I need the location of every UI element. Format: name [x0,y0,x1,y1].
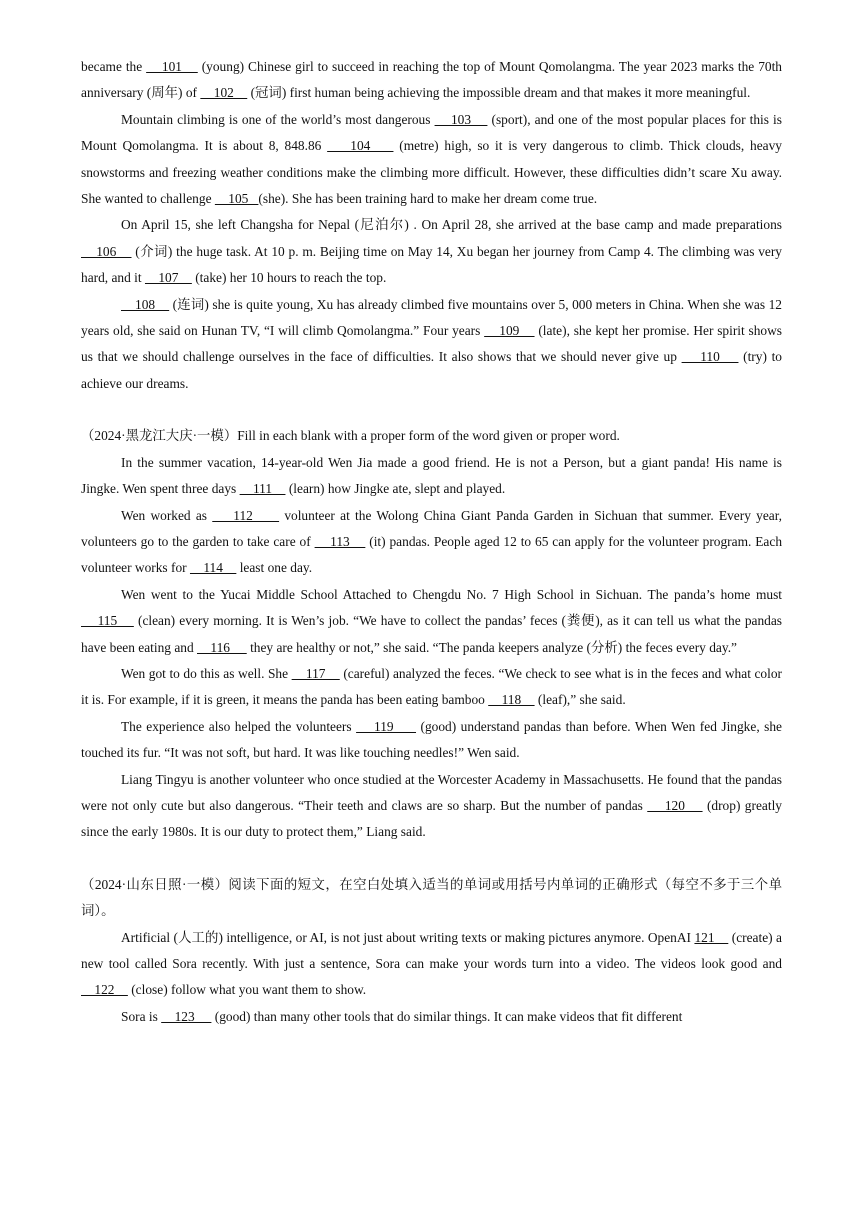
paragraph-text: (take) her 10 hours to reach the top. [191,270,387,286]
paragraph-text: (连词) she is quite young, Xu has already climbed five mountains over 5, 000 meters in China. When she was 12 years old, she said on Hunan TV, “I will climb Qomolangma.” Four years [81,296,782,339]
paragraph-text: (careful) analyzed the feces. “We check to see what is in the feces and what color it is. For example, if it is green, it means the panda has been eating bamboo [81,665,782,708]
answer-blank[interactable]: 101 [146,59,198,74]
answer-blank[interactable]: 123 [161,1008,212,1024]
paragraph-text: (clean) every morning. It is Wen’s job. “We have to collect the pandas’ feces (粪便), as it can tell us what the pandas have been eating and [81,613,783,655]
passage-paragraph [81,767,782,846]
paragraph-text: (good) understand pandas than before. When Wen fed Jingke, she touched its fur. “It was not soft, but hard. It was like touching needles!” Wen said. [81,718,783,761]
paragraph-text: Mountain climbing is one of the world’s most dangerous [121,111,435,127]
answer-blank[interactable]: 102 [200,85,248,101]
answer-blank[interactable]: 104 [327,138,394,154]
paragraph-text: (good) than many other tools that do similar things. It can make videos that fit different [211,1008,683,1024]
paragraph-text: Wen went to the Yucai Middle School Attached to Chengdu No. 7 High School in Sichuan. The panda’s home must [121,586,782,602]
answer-blank[interactable]: 107 [144,270,192,286]
paragraph-text: Artificial (人工的) intelligence, or AI, is not just about writing texts or making pictures anymore. OpenAI [121,929,695,945]
passage-paragraph [81,582,782,661]
passage [81,54,782,397]
passage-instruction: （2024·黑龙江大庆·一模）Fill in each blank with a proper form of the word given or proper word. [81,428,620,444]
answer-blank[interactable]: 108 [121,296,170,312]
passage-paragraph [81,292,782,398]
paragraph-text: Wen got to do this as well. She [121,665,292,681]
paragraph-text: Sora is [121,1008,162,1024]
paragraph-text: On April 15, she left Changsha for Nepal (尼泊尔) . On April 28, she arrived at the base camp and made preparations [121,217,782,233]
answer-blank[interactable]: 111 [239,481,286,497]
paragraph-text: (try) to achieve our dreams. [81,349,783,391]
passage-paragraph [81,450,782,503]
passage-paragraph [81,1004,782,1030]
answer-blank[interactable]: 115 [81,613,134,629]
passage-paragraph [81,925,782,1004]
passage-gap [81,846,782,872]
passage [81,423,782,846]
paragraph-text: (late), she kept her promise. Her spirit shows us that we should challenge ourselves in the face of difficulties. It also shows that we should never give up [81,323,782,365]
paragraph-text: The experience also helped the volunteers [121,718,357,734]
answer-blank[interactable]: 121 [694,929,729,945]
paragraph-text: Wen worked as [121,507,213,523]
exercise-page [81,54,782,1030]
answer-blank[interactable]: 106 [81,243,132,259]
answer-blank[interactable]: 114 [189,560,237,576]
answer-blank[interactable]: 122 [81,982,128,998]
paragraph-text: (drop) greatly since the early 1980s. It is our duty to protect them,” Liang said. [81,797,782,840]
passage-gap [81,397,782,423]
passage-paragraph [81,107,782,213]
paragraph-text: volunteer at the Wolong China Giant Panda Garden in Sichuan that summer. Every year, volunteers go to the garden to take care of [81,507,783,549]
paragraph-text: they are healthy or not,” she said. “The panda keepers analyze (分析) the feces every day.” [246,639,737,655]
answer-blank[interactable]: 112 [212,507,280,523]
paragraph-text: (介词) the huge task. At 10 p. m. Beijing time on May 14, Xu began her journey from Camp 4. The climbing was very hard, and it [81,243,783,286]
passage-instruction: （2024·山东日照·一模）阅读下面的短文，在空白处填入适当的单词或用括号内单词的正确形式（每空不多于三个单词）。 [81,876,782,919]
passage-paragraph [81,661,782,714]
passage-paragraph [81,212,782,291]
paragraph-text: (close) follow what you want them to show. [127,982,367,998]
answer-blank[interactable]: 113 [314,533,366,549]
answer-blank[interactable]: 118 [488,692,535,708]
answer-blank[interactable]: 110 [681,349,739,365]
passage-paragraph [81,714,782,767]
paragraph-text: (metre) high, so it is very dangerous to climb. Thick clouds, heavy snowstorms and freezing weather conditions make the climbing more difficult. However, these difficulties didn’t scare Xu away. She wanted to challenge [81,138,782,207]
answer-blank[interactable]: 105 [214,191,259,207]
paragraph-text: (create) a new tool called Sora recently. With just a sentence, Sora can make your words turn into a video. The videos look good and [81,929,782,971]
paragraph-text: became the [81,59,147,74]
paragraph-text: In the summer vacation, 14-year-old Wen Jia made a good friend. He is not a Person, but a giant panda! His name is Jingke. Wen spent three days [81,454,782,497]
passage [81,872,782,1030]
paragraph-text: least one day. [236,560,313,576]
paragraph-text: (leaf),” she said. [534,692,626,708]
paragraph-text: (learn) how Jingke ate, slept and played. [285,481,506,497]
paragraph-text: (冠词) first human being achieving the impossible dream and that makes it more meaningful. [247,85,751,101]
paragraph-text: Liang Tingyu is another volunteer who once studied at the Worcester Academy in Massachusetts. He found that the pandas were not only cute but also dangerous. “Their teeth and claws are so sharp. But the number of pandas [81,771,782,813]
passage-paragraph [81,503,782,582]
answer-blank[interactable]: 117 [291,665,340,681]
paragraph-text: (sport), and one of the most popular places for this is Mount Qomolangma. It is about 8, 848.86 [81,111,782,154]
passage-paragraph [81,54,782,107]
paragraph-text: (it) pandas. People aged 12 to 65 can apply for the volunteer program. Each volunteer works for [81,533,783,576]
answer-blank[interactable]: 120 [647,797,703,813]
answer-blank[interactable]: 109 [484,323,535,339]
paragraph-text: (young) Chinese girl to succeed in reaching the top of Mount Qomolangma. The year 2023 marks the 70th anniversary (周年) of [81,59,782,101]
answer-blank[interactable]: 103 [434,111,488,127]
paragraph-text: (she). She has been training hard to make her dream come true. [258,191,598,207]
answer-blank[interactable]: 116 [197,639,247,655]
answer-blank[interactable]: 119 [356,718,417,734]
